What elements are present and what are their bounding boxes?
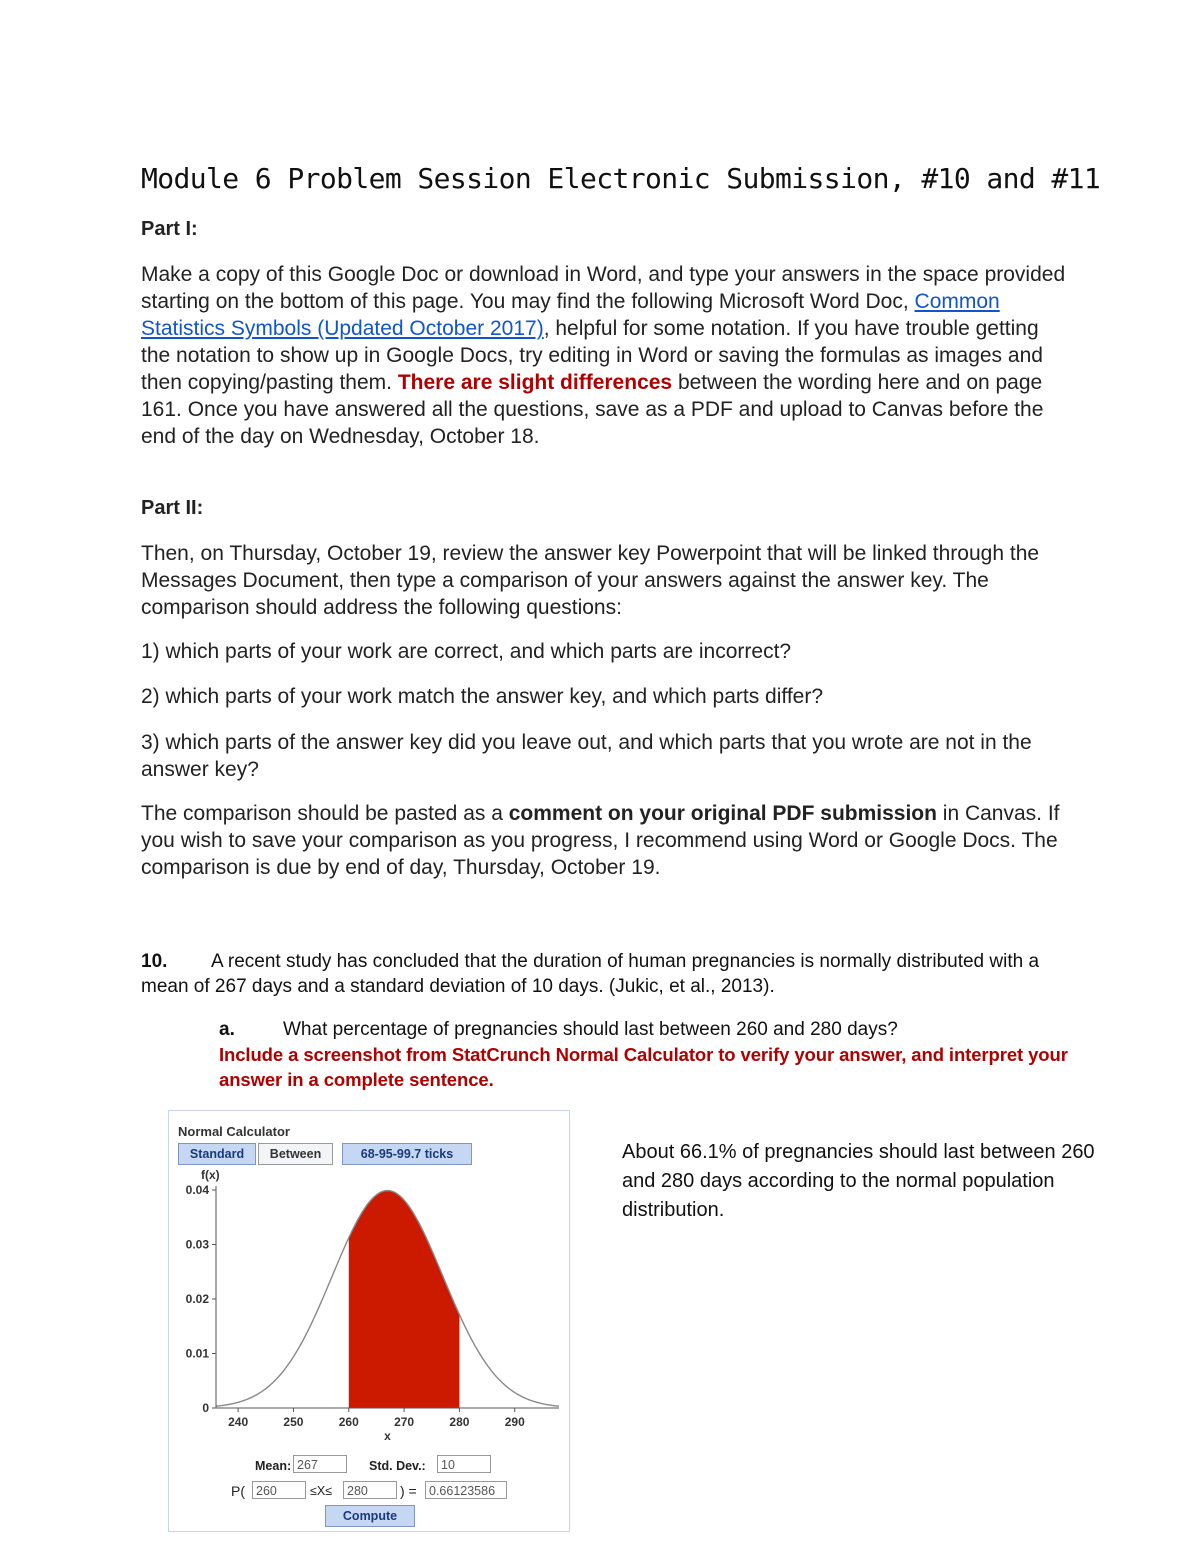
y-tick-label: 0 <box>202 1401 209 1415</box>
part2-closing <box>141 800 1071 881</box>
problem-10-text: A recent study has concluded that the duration of human pregnancies is normally distributed with a mean of 267 days and a standard deviation of 10 days. (Jukic, et al., 2013). <box>141 951 1040 997</box>
answer-text: About 66.1% of pregnancies should last between 260 and 280 days according to the normal population distribution. <box>622 1141 1095 1221</box>
common-symbols-link[interactable]: Common Statistics Symbols (Updated October 2017) <box>141 290 1000 340</box>
part1-paragraph <box>141 261 1066 450</box>
normal-calculator-panel <box>168 1110 570 1532</box>
probability-close: ) = <box>400 1483 417 1499</box>
lower-bound-input[interactable]: 260 <box>252 1481 306 1499</box>
part1-text2: , helpful for some notation. If you have trouble getting the notation to show up in Google Docs, try editing in Word or saving the formulas as images and then copying/pasting them. <box>141 317 1043 394</box>
y-tick-label: 0.03 <box>185 1237 209 1252</box>
std-dev-input[interactable]: 10 <box>437 1455 491 1473</box>
closing-text2: in Canvas. If you wish to save your comparison as you progress, I recommend using Word or Google Docs. The comparison is due by end of day, Thursday, October 19. <box>141 802 1060 879</box>
probability-result: 0.66123586 <box>425 1481 507 1499</box>
y-tick-label: 0.02 <box>185 1292 209 1306</box>
mean-input[interactable]: 267 <box>293 1455 347 1473</box>
part1-heading: Part I: <box>141 218 198 240</box>
x-tick-label: 240 <box>228 1415 249 1429</box>
part2-intro: Then, on Thursday, October 19, review the answer key Powerpoint that will be linked through the Messages Document, then type a comparison of your answers against the answer key. The comparison should address the following questions: <box>141 542 1040 619</box>
calculator-title: Normal Calculator <box>178 1124 290 1139</box>
standard-tab[interactable]: Standard <box>178 1143 256 1165</box>
x-tick-label: 280 <box>449 1415 470 1429</box>
x-axis-label: x <box>384 1429 391 1443</box>
part2-question-2: 2) which parts of your work match the answer key, and which parts differ? <box>141 685 824 708</box>
part2-question-3: 3) which parts of the answer key did you leave out, and which parts that you wrote are not in the answer key? <box>141 731 1032 781</box>
mean-label: Mean: <box>255 1459 292 1473</box>
upper-bound-input[interactable]: 280 <box>343 1481 397 1499</box>
compute-button[interactable]: Compute <box>325 1505 415 1527</box>
part-a-instruction: Include a screenshot from StatCrunch Normal Calculator to verify your answer, and interpret your answer in a complete sentence. <box>219 1044 1068 1090</box>
page-title: Module 6 Problem Session Electronic Submission, #10 and #11 <box>141 162 1101 195</box>
ticks-button[interactable]: 68-95-99.7 ticks <box>342 1143 472 1165</box>
shaded-probability-area <box>349 1191 460 1408</box>
x-tick-label: 250 <box>283 1415 304 1429</box>
part2-heading: Part II: <box>141 497 204 519</box>
part2-question-1: 1) which parts of your work are correct, and which parts are incorrect? <box>141 640 792 663</box>
part1-text1: Make a copy of this Google Doc or download in Word, and type your answers in the space provided starting on the bottom of this page. You may find the following Microsoft Word Doc, <box>141 263 1066 313</box>
closing-bold: comment on your original PDF submission <box>508 802 937 825</box>
inequality-label: ≤X≤ <box>310 1484 333 1498</box>
part1-emphasis: There are slight differences <box>397 371 673 394</box>
y-tick-label: 0.04 <box>185 1183 209 1197</box>
part-a-question: What percentage of pregnancies should last between 260 and 280 days? <box>283 1019 898 1040</box>
y-axis-label: f(x) <box>201 1168 220 1182</box>
y-tick-label: 0.01 <box>185 1346 209 1361</box>
part-a-letter: a. <box>219 1019 235 1040</box>
between-tab[interactable]: Between <box>258 1143 333 1165</box>
part1-text3: between the wording here and on page 161. Once you have answered all the questions, save as a PDF and upload to Canvas before the end of the day on Wednesday, October 18. <box>141 371 1044 448</box>
closing-text1: The comparison should be pasted as a <box>141 802 509 825</box>
normal-distribution-chart <box>169 1163 569 1463</box>
x-tick-label: 270 <box>394 1415 415 1429</box>
std-dev-label: Std. Dev.: <box>369 1459 426 1473</box>
x-tick-label: 260 <box>338 1415 359 1429</box>
probability-open: P( <box>231 1483 245 1499</box>
problem-10-number: 10. <box>141 951 168 972</box>
x-tick-label: 290 <box>504 1415 525 1429</box>
